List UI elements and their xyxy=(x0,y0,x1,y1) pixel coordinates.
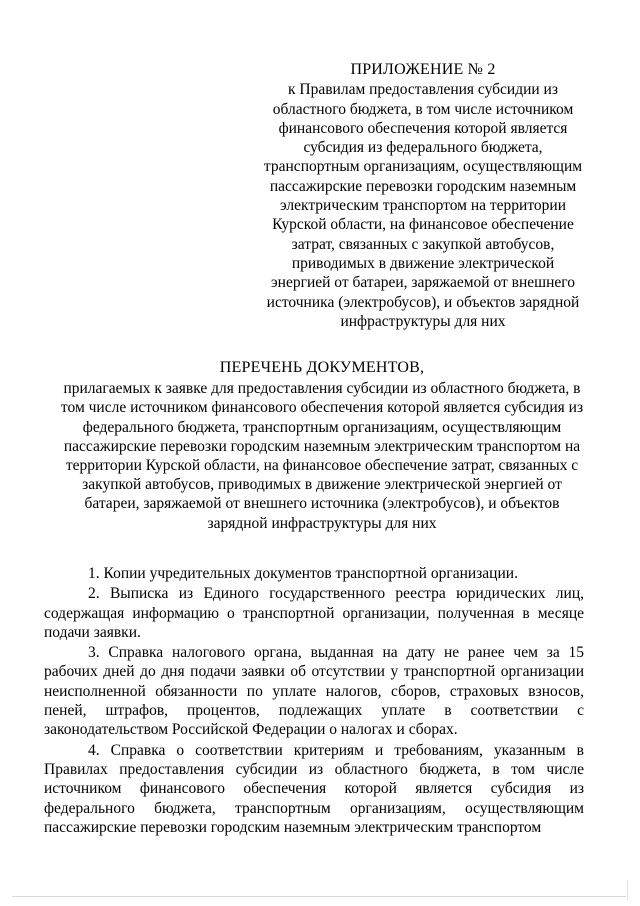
list-item: 2. Выписка из Единого государственного реестра юридических лиц, содержащая информацию о транспортной организации, полученная в месяце подачи заявки. xyxy=(44,585,584,641)
appendix-block xyxy=(262,60,584,331)
list-item: 4. Справка о соответствии критериям и требованиям, указанным в Правилах предоставления субсидии из областного бюджета, в том числе источником финансового обеспечения которой является субсидия из федерального бюджета, транспортным организациям, осуществляющим пассажирские перевозки городским наземным электрическим транспортом xyxy=(44,741,584,836)
list-item: 1. Копии учредительных документов транспортной организации. xyxy=(88,565,518,582)
scan-bottom-edge xyxy=(12,896,626,897)
documents-list xyxy=(44,564,584,838)
appendix-title: ПРИЛОЖЕНИЕ № 2 xyxy=(350,61,496,78)
list-subtitle: прилагаемых к заявке для предоставления субсидии из областного бюджета, в том числе источником финансового обеспечения которой является субсидия из федерального бюджета, транспортным организациям, осуществляющим пассажирские перевозки городским наземным электрическим транспортом на территории Курской области, на финансовое обеспечение затрат, связанных с закупкой автобусов, приводимых в движение электрической энергией от батареи, заряжаемой от внешнего источника (электробусов), и объектов зарядной инфраструктуры для них xyxy=(60,380,584,532)
document-heading xyxy=(60,358,584,533)
appendix-text: к Правилам предоставления субсидии из областного бюджета, в том числе источником финансового обеспечения которой является субсидия из федерального бюджета, транспортным организациям, осуществляющим пассажирские перевозки городским наземным электрическим транспортом на территории Курской области, на финансовое обеспечение затрат, связанных с закупкой автобусов, приводимых в движение электрической энергией от батареи, заряжаемой от внешнего источника (электробусов), и объектов зарядной инфраструктуры для них xyxy=(263,81,583,330)
list-title: ПЕРЕЧЕНЬ ДОКУМЕНТОВ, xyxy=(219,359,425,376)
scan-right-edge xyxy=(627,880,628,900)
list-item: 3. Справка налогового органа, выданная на дату не ранее чем за 15 рабочих дней до дня подачи заявки об отсутствии у транспортной организации неисполненной обязанности по уплате налогов, сборов, страховых взносов, пеней, штрафов, процентов, подлежащих уплате в соответствии с законодательством Российской Федерации о налогах и сборах. xyxy=(44,644,584,739)
